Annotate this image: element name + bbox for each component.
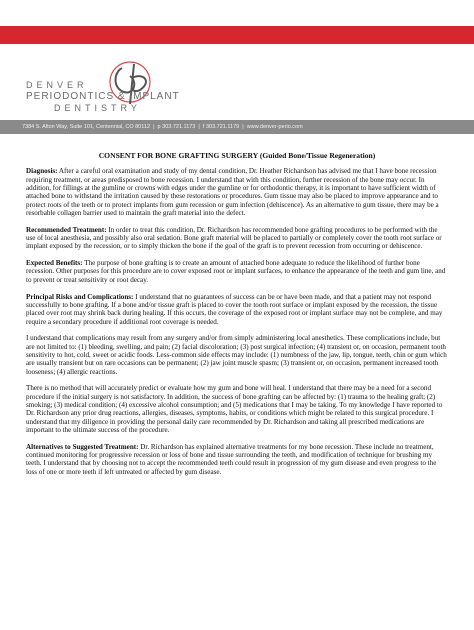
consent-document [26,152,448,484]
logo-line-denver: DENVER [26,80,88,90]
logo-wordmark [26,80,206,114]
section-text: There is no method that will accurately predict or evaluate how my gum and bone will heal. I understand that there may be a need for a second procedure if the initial surgery is not satisfactory. In addition, the success of bone grafting can be affected by: (1) trauma to the healing graft; (2) smoking; (3) medical condition; (4) excessive alcohol consumption; and (5) medications that I may be taking. To my knowledge I have reported to Dr. Richardson any prior drug reactions, allergies, diseases, symptoms, habits, or conditions which might be related to this surgical procedure. I understand that my diligence in providing the personal daily care recommended by Dr. Richardson and taking all prescribed medications are important to the ultimate success of the procedure. [26,384,443,434]
section-heading: Recommended Treatment: [26,225,107,234]
practice-logo [26,58,206,118]
logo-line-dentistry: DENTISTRY [54,103,141,113]
section-text: I understand that no guarantees of success can be or have been made, and that a patient may not respond successfully to bone grafting. If a bone and/or tissue graft is placed to cover the tooth root surface or implant exposed by the recession, the tissue placed over root may shrink back during healing. If this occurs, the coverage of the exposed root or implant surface may not be complete, and may require a secondary procedure if additional root coverage is needed. [26,292,443,326]
section-complications [26,334,448,376]
section-text: Dr. Richardson has explained alternative treatments for my bone recession. These include no treatment, continued monitoring for progressive recession or loss of bone and tissue surrounding the teeth, and modification of technique for brushing my teeth. I understand that by choosing not to accept the recommended teeth could result in progression of my gum disease and even progress to the loss of one or more teeth if left untreated or affected by gum disease. [26,442,437,476]
section-healing-prediction [26,384,448,434]
section-recommended-treatment [26,226,448,251]
logo-line-periodontics: PERIODONTICS & IMPLANT [26,91,180,102]
section-heading: Expected Benefits: [26,259,83,268]
section-heading: Alternatives to Suggested Treatment: [26,442,139,451]
section-text: After a careful oral examination and study of my dental condition, Dr. Heather Richardson has advised me that I have bone recession requiring treatment, or areas predisposed to bone recession. I understand that with this condition, further recession of the bone may occur. In addition, for fillings at the gumline or crowns with edges under the gumline or for orthodontic therapy, it is important to have sufficient width of attached bone to withstand the irritation caused by these restorations or procedures. Gum tissue may also be placed to improve appearance and to protect roots of the teeth or to protect implants from gum recession or gum infection (dehiscence). As an alternative to gum tissue, there may be a resorbable collagen barrier used to maintain the graft material into the defect. [26,167,439,218]
section-text: In order to treat this condition, Dr. Richardson has recommended bone grafting procedures to be performed with the use of local anesthesia, and possibly also oral sedation. Bone graft material will be placed to partially or completely cover the tooth root surface or implant exposed by the recession, or to simply thicken the bone if the goal of the graft is to prevent recession from occurring or dehiscence. [26,225,442,251]
section-heading: Principal Risks and Complications: [26,292,134,301]
section-text: The purpose of bone grafting is to create an amount of attached bone adequate to reduce the likelihood of further bone recession. Other purposes for this procedure are to cover exposed root or implant surfaces, to enhance the appearance of the teeth and gum line, and to prevent or treat sensitivity or root decay. [26,259,446,284]
address-bar [0,120,474,134]
section-alternatives [26,443,448,476]
section-text: I understand that complications may result from any surgery and/or from simply administering local anesthetics. These complications include, but are not limited to: (1) bleeding, swelling, and pain; (2) facial discoloration; (3) post surgical infection; (4) transient or, on occasion, permanent tooth sensitivity to hot, cold, sweet or acidic foods. Less-common side effects may include: (1) numbness of the jaw, lip, tongue, teeth, chin or gum which are usually transient but on rare occasions can be permanent; (2) jaw joint muscle spasm; (3) transient or, on occasion, permanent increased tooth looseness; (4) allergic reactions. [26,334,447,376]
document-title: CONSENT FOR BONE GRAFTING SURGERY (Guided Bone/Tissue Regeneration) [98,151,376,160]
section-expected-benefits [26,259,448,284]
address-line: 7384 S. Alton Way, Suite 101, Centennial, CO 80112 | p 303.721.1173 | f 303.721.1179 | www.denver-perio.com [22,124,303,130]
section-diagnosis [26,167,448,217]
header-red-bar [0,26,474,44]
section-principal-risks [26,293,448,326]
section-heading: Diagnosis: [26,167,58,176]
